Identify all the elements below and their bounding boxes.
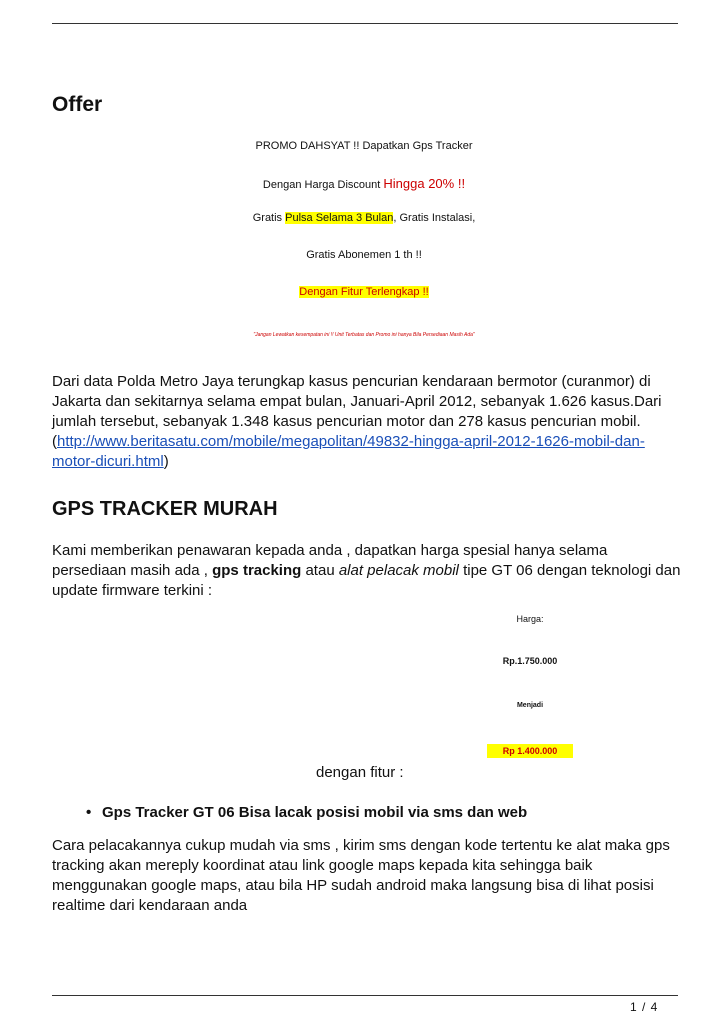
promo-line-5: [0, 286, 728, 298]
pulsa-highlight: Pulsa Selama 3 Bulan: [285, 212, 394, 224]
intro-text: Dari data Polda Metro Jaya terungkap kasus pencurian kendaraan bermotor (curanmor) di Jakarta dan sekitarnya selama empat bulan, Januari-April 2012, sebanyak 1.626 kasus.Dari jumlah tersebut, sebanyak 1.348 kasus pencurian motor dan 278 kasus pencurian mobil.(: [52, 373, 662, 450]
description-paragraph: Cara pelacakannya cukup mudah via sms , kirim sms dengan kode tertentu ke alat maka gps tracking akan mereply koordinat atau link google maps kepada kita sehingga baik menggunakan google maps, atau bila HP sudah android maka langsung bisa di lihat posisi realtime dari kendaraan anda: [52, 837, 670, 914]
page-number: 1 / 4: [630, 1000, 659, 1014]
promo-line-3-prefix: Gratis: [252, 212, 286, 224]
discount-highlight: Hingga 20% !!: [383, 176, 466, 191]
promo-line-4: Gratis Abonemen 1 th !!: [306, 249, 422, 261]
bullet-icon: •: [86, 804, 92, 821]
promo-line-2: [0, 176, 728, 191]
gps-heading: GPS TRACKER MURAH: [52, 498, 278, 520]
price-becomes: Menjadi: [516, 702, 544, 709]
price-label: Harga:: [516, 614, 544, 624]
offer-part-1: Kami memberikan penawaran kepada anda , dapatkan harga spesial hanya selama persediaan masih ada ,: [52, 542, 608, 579]
offer-bold: gps tracking: [212, 562, 302, 579]
price-new: Rp 1.400.000: [487, 744, 573, 758]
offer-paragraph: [52, 541, 682, 601]
price-old: Rp.1.750.000: [502, 656, 558, 666]
promo-line-1: PROMO DAHSYAT !! Dapatkan Gps Tracker: [255, 140, 473, 152]
top-divider: [52, 23, 678, 24]
promo-line-3-suffix: , Gratis Instalasi,: [393, 212, 476, 224]
bottom-divider: [52, 995, 678, 996]
promo-note: "Jangan Lewatkan kesempatan ini !! Unit Terbatas dan Promo ini hanya Bila Persediaan Masih Ada": [253, 332, 475, 338]
promo-line-3: [0, 212, 728, 224]
features-label: dengan fitur :: [316, 764, 404, 781]
offer-part-2: atau: [301, 562, 339, 579]
feature-item-text: Gps Tracker GT 06 Bisa lacak posisi mobil via sms dan web: [102, 804, 528, 821]
intro-paragraph: [52, 372, 682, 472]
fitur-highlight: Dengan Fitur Terlengkap !!: [299, 286, 429, 298]
feature-list-item: [86, 804, 527, 821]
promo-line-2-text: Dengan Harga Discount: [262, 179, 384, 191]
source-link[interactable]: http://www.beritasatu.com/mobile/megapolitan/49832-hingga-april-2012-1626-mobil-dan-motor-dicuri.html: [52, 433, 645, 470]
intro-after-link: ): [163, 453, 169, 470]
offer-title: Offer: [52, 93, 103, 116]
offer-italic: alat pelacak mobil: [338, 562, 459, 579]
offer-part-3: tipe GT 06 dengan teknologi dan update firmware terkini :: [52, 562, 681, 599]
